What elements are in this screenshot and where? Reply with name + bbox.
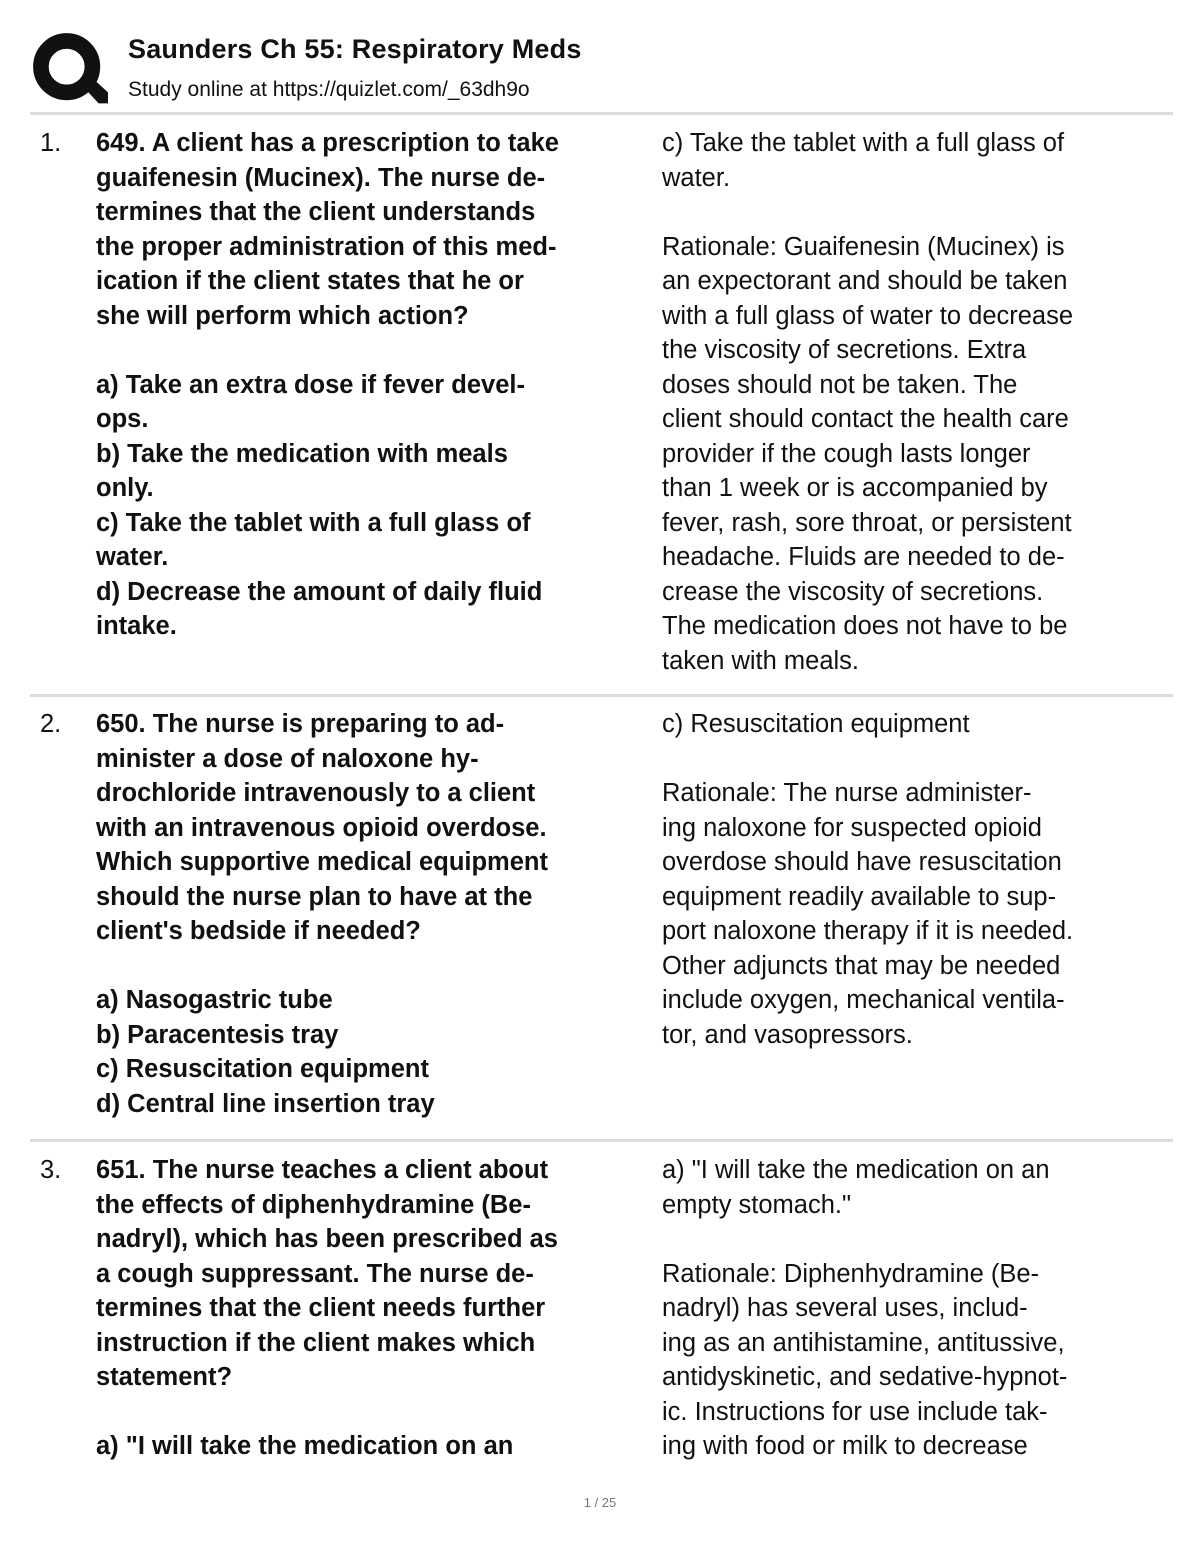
page-header bbox=[30, 28, 1175, 110]
flashcard-3 bbox=[30, 1153, 1175, 1483]
card-number: 2. bbox=[40, 710, 62, 738]
page-title: Saunders Ch 55: Respiratory Meds bbox=[128, 34, 582, 64]
card-number: 1. bbox=[40, 129, 62, 157]
card-answer: c) Take the tablet with a full glass of water. Rationale: Guaifenesin (Mucinex) is an expectorant and should be taken with a full glass of water to decrease the viscosity of secretions. Extra doses should not be taken. The client should contact the health care provider if the cough lasts longer than 1 week or is accompanied by fever, rash, sore throat, or persistent headache. Fluids are needed to de- crease the viscosity of secretions. The medication does not have to be taken with meals. bbox=[662, 129, 1074, 675]
card-question: 650. The nurse is preparing to ad- minister a dose of naloxone hy- drochloride intravenously to a client with an intravenous opioid overdose. Which supportive medical equipment should the nurse plan to have at the client's bedside if needed? a) Nasogastric tube b) Paracentesis tray c) Resuscitation equipment d) Central line insertion tray bbox=[96, 710, 548, 1118]
quizlet-logo-icon bbox=[30, 30, 108, 108]
divider bbox=[30, 112, 1173, 115]
card-question: 651. The nurse teaches a client about the effects of diphenhydramine (Be- nadryl), which has been prescribed as a cough suppressant. The nurse de- termines that the client needs further instruction if the client makes which statement? a) "I will take the medication on an bbox=[96, 1156, 558, 1460]
card-answer: a) "I will take the medication on an empty stomach." Rationale: Diphenhydramine (Be- nadryl) has several uses, includ- ing as an antihistamine, antitussive, antidyskinetic, and sedative-hypnot- ic. Instructions for use include tak- ing with food or milk to decrease bbox=[662, 1156, 1068, 1460]
flashcard-2 bbox=[30, 707, 1175, 1127]
page-number: 1 / 25 bbox=[583, 1495, 617, 1510]
card-answer: c) Resuscitation equipment Rationale: The nurse administer- ing naloxone for suspected opioid overdose should have resuscitation equipment readily available to sup- port naloxone therapy if it is needed. Other adjuncts that may be needed include oxygen, mechanical ventila- tor, and vasopressors. bbox=[662, 710, 1074, 1049]
card-question: 649. A client has a prescription to take guaifenesin (Mucinex). The nurse de- termines that the client understands the proper administration of this med- ication if the client states that he or she will perform which action? a) Take an extra dose if fever devel- ops. b) Take the medication with meals only. c) Take the tablet with a full glass of water. d) Decrease the amount of daily fluid intake. bbox=[96, 129, 559, 640]
divider bbox=[30, 1139, 1173, 1142]
divider bbox=[30, 694, 1173, 697]
study-link[interactable]: Study online at https://quizlet.com/_63dh9o bbox=[128, 78, 530, 101]
card-number: 3. bbox=[40, 1156, 62, 1184]
flashcard-1 bbox=[30, 126, 1175, 686]
